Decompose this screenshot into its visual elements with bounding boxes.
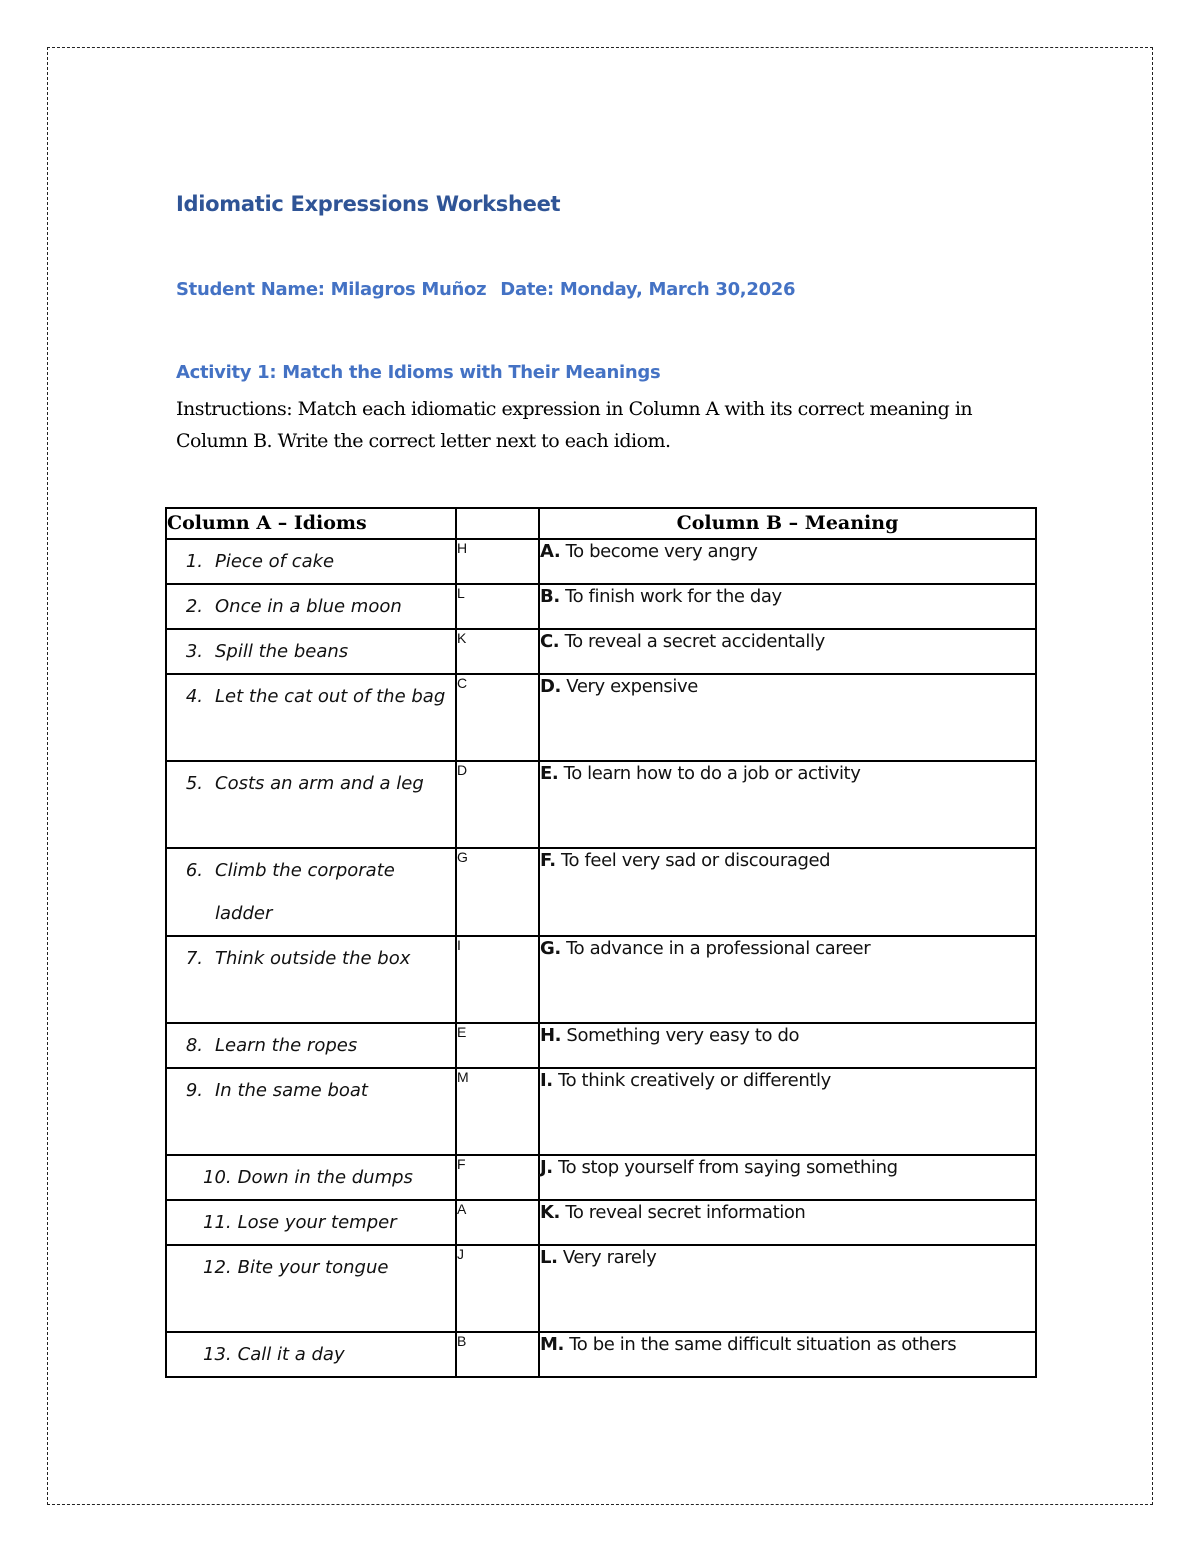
- table-row: [166, 539, 1036, 584]
- idiom-cell: [166, 848, 456, 936]
- meaning-cell: [539, 1155, 1036, 1200]
- student-info-line: [176, 279, 795, 300]
- table-row: [166, 1155, 1036, 1200]
- meaning-cell: [539, 539, 1036, 584]
- answer-cell[interactable]: J: [456, 1245, 539, 1332]
- answer-cell[interactable]: A: [456, 1200, 539, 1245]
- meaning-text: Very expensive: [560, 676, 698, 697]
- answer-cell[interactable]: M: [456, 1068, 539, 1155]
- table-row: [166, 674, 1036, 761]
- meaning-text: Something very easy to do: [561, 1025, 800, 1046]
- meaning-letter: F.: [540, 850, 556, 871]
- table-row: [166, 1245, 1036, 1332]
- idiom-text: Think outside the box: [215, 948, 411, 969]
- answer-cell[interactable]: D: [456, 761, 539, 848]
- meaning-letter: E.: [540, 763, 559, 784]
- idiom-number: 8.: [185, 1035, 203, 1056]
- idiom-number: 13.: [203, 1344, 232, 1365]
- table-row: [166, 1200, 1036, 1245]
- idiom-cell: [166, 1023, 456, 1068]
- meaning-letter: L.: [540, 1247, 558, 1268]
- meaning-text: To stop yourself from saying something: [552, 1157, 898, 1178]
- idiom-number: 12.: [203, 1257, 232, 1278]
- idiom-number: 5.: [185, 773, 203, 794]
- column-b-header: Column B – Meaning: [539, 508, 1036, 539]
- idiom-number: 1.: [185, 551, 203, 572]
- meaning-text: To learn how to do a job or activity: [558, 763, 861, 784]
- idiom-cell: [166, 1245, 456, 1332]
- idiom-text: Down in the dumps: [237, 1167, 413, 1188]
- meaning-letter: G.: [540, 938, 561, 959]
- answer-cell[interactable]: G: [456, 848, 539, 936]
- meaning-cell: [539, 1023, 1036, 1068]
- date: Date: Monday, March 30,2026: [500, 279, 796, 300]
- idiom-number: 11.: [203, 1212, 232, 1233]
- answer-column-header: [456, 508, 539, 539]
- meaning-text: To reveal a secret accidentally: [559, 631, 825, 652]
- meaning-text: To become very angry: [560, 541, 758, 562]
- meaning-cell: [539, 584, 1036, 629]
- idiom-text: Spill the beans: [215, 641, 349, 662]
- meaning-cell: [539, 1200, 1036, 1245]
- answer-cell[interactable]: L: [456, 584, 539, 629]
- idiom-number: 4.: [185, 686, 203, 707]
- meaning-letter: D.: [540, 676, 561, 697]
- idiom-text: In the same boat: [215, 1080, 368, 1101]
- idiom-number: 7.: [185, 948, 203, 969]
- idiom-text: Lose your temper: [237, 1212, 397, 1233]
- idiom-text: Bite your tongue: [237, 1257, 389, 1278]
- column-a-header: Column A – Idioms: [166, 508, 456, 539]
- worksheet-title: Idiomatic Expressions Worksheet: [176, 192, 561, 216]
- meaning-cell: [539, 848, 1036, 936]
- meaning-letter: M.: [540, 1334, 564, 1355]
- idiom-number: 2.: [185, 596, 203, 617]
- idiom-text: Costs an arm and a leg: [215, 773, 424, 794]
- table-row: [166, 761, 1036, 848]
- meaning-cell: [539, 1332, 1036, 1377]
- idiom-cell: [166, 1155, 456, 1200]
- meaning-cell: [539, 629, 1036, 674]
- meaning-text: To finish work for the day: [559, 586, 782, 607]
- idiom-cell: [166, 936, 456, 1023]
- idiom-number: 3.: [185, 641, 203, 662]
- idiom-number: 9.: [185, 1080, 203, 1101]
- idiom-text: Climb the corporate ladder: [215, 860, 395, 924]
- meaning-cell: [539, 1068, 1036, 1155]
- answer-cell[interactable]: I: [456, 936, 539, 1023]
- meaning-cell: [539, 936, 1036, 1023]
- activity-heading: Activity 1: Match the Idioms with Their Meanings: [176, 362, 661, 383]
- meaning-letter: B.: [540, 586, 560, 607]
- meaning-text: To advance in a professional career: [560, 938, 871, 959]
- idiom-cell: [166, 584, 456, 629]
- student-name: Student Name: Milagros Muñoz: [176, 279, 487, 300]
- answer-cell[interactable]: B: [456, 1332, 539, 1377]
- table-row: [166, 1332, 1036, 1377]
- idiom-cell: [166, 674, 456, 761]
- idiom-number: 10.: [203, 1167, 232, 1188]
- meaning-cell: [539, 674, 1036, 761]
- table-row: [166, 936, 1036, 1023]
- meaning-letter: C.: [540, 631, 560, 652]
- idiom-cell: [166, 629, 456, 674]
- answer-cell[interactable]: C: [456, 674, 539, 761]
- meaning-letter: H.: [540, 1025, 562, 1046]
- table-row: [166, 584, 1036, 629]
- meaning-letter: K.: [540, 1202, 560, 1223]
- idiom-text: Learn the ropes: [215, 1035, 358, 1056]
- meaning-letter: J.: [540, 1157, 553, 1178]
- idiom-text: Once in a blue moon: [215, 596, 402, 617]
- meaning-cell: [539, 761, 1036, 848]
- idiom-cell: [166, 1068, 456, 1155]
- idiom-text: Let the cat out of the bag: [215, 686, 446, 707]
- idiom-cell: [166, 1200, 456, 1245]
- meaning-text: To reveal secret information: [560, 1202, 806, 1223]
- table-row: [166, 848, 1036, 936]
- idiom-cell: [166, 539, 456, 584]
- instructions: Instructions: Match each idiomatic expression in Column A with its correct meaning in Column B. Write the correct letter next to each idiom.: [176, 398, 973, 452]
- idiom-cell: [166, 1332, 456, 1377]
- answer-cell[interactable]: H: [456, 539, 539, 584]
- meaning-text: To feel very sad or discouraged: [555, 850, 831, 871]
- idiom-cell: [166, 761, 456, 848]
- meaning-letter: A.: [540, 541, 561, 562]
- meaning-text: To think creatively or differently: [552, 1070, 831, 1091]
- matching-table: [165, 507, 1037, 1378]
- meaning-text: To be in the same difficult situation as others: [563, 1334, 957, 1355]
- idiom-text: Call it a day: [237, 1344, 345, 1365]
- meaning-text: Very rarely: [557, 1247, 657, 1268]
- meaning-cell: [539, 1245, 1036, 1332]
- idiom-number: 6.: [185, 860, 203, 881]
- idiom-text: Piece of cake: [215, 551, 335, 572]
- table-row: [166, 1023, 1036, 1068]
- table-row: [166, 629, 1036, 674]
- table-row: [166, 1068, 1036, 1155]
- answer-cell[interactable]: F: [456, 1155, 539, 1200]
- answer-cell[interactable]: E: [456, 1023, 539, 1068]
- meaning-letter: I.: [540, 1070, 553, 1091]
- answer-cell[interactable]: K: [456, 629, 539, 674]
